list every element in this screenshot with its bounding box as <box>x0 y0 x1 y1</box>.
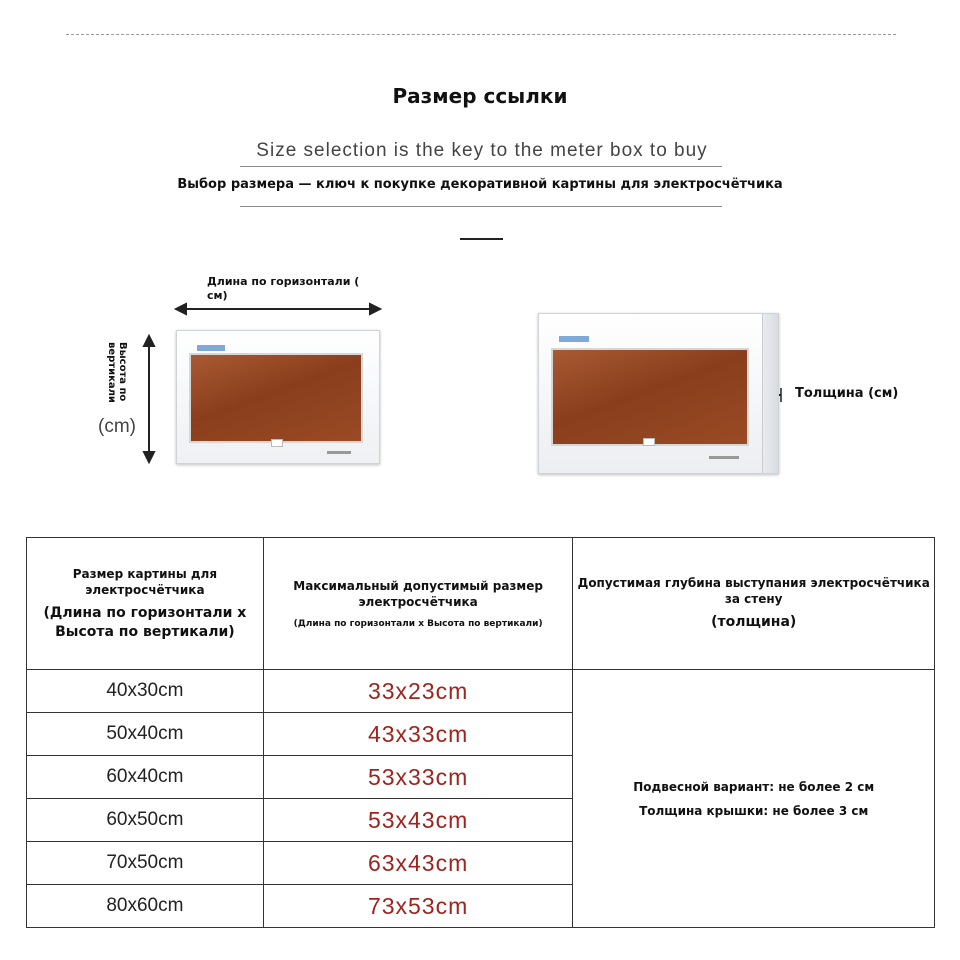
header-depth-sub: (толщина) <box>711 614 797 630</box>
box-latch <box>643 438 655 446</box>
header-picture-size <box>27 538 264 670</box>
max-size-cell: 53x43cm <box>263 799 573 842</box>
box-side-edge <box>762 314 778 473</box>
picture-size-cell: 70x50cm <box>27 842 264 885</box>
picture-size-cell: 80x60cm <box>27 885 264 928</box>
meter-box-front-image <box>176 330 380 464</box>
size-table <box>26 537 935 928</box>
header-depth <box>573 538 935 670</box>
horizontal-length-label: Длина по горизонтали ( см) <box>207 275 360 302</box>
box-tag <box>327 451 351 454</box>
table-row <box>27 670 935 713</box>
arrow-up-icon <box>144 336 154 346</box>
header-picture-size-title: Размер картины для электросчётчика <box>72 566 218 597</box>
box-latch <box>271 439 283 447</box>
max-size-cell: 43x33cm <box>263 713 573 756</box>
max-size-cell: 63x43cm <box>263 842 573 885</box>
header-max-size-sub: (Длина по горизонтали x Высота по вертикали) <box>293 618 543 629</box>
subtitle-divider-top <box>240 166 722 167</box>
depth-notes-cell <box>573 670 935 928</box>
page-title: Размер ссылки <box>392 84 568 108</box>
top-dashed-divider <box>66 34 896 35</box>
picture-size-cell: 50x40cm <box>27 713 264 756</box>
meter-box-angled-image <box>538 313 779 474</box>
vertical-height-label: Высота по вертикали <box>106 342 128 403</box>
subtitle-russian: Выбор размера — ключ к покупке декоративной картины для электросчётчика <box>177 177 783 192</box>
picture-size-cell: 60x50cm <box>27 799 264 842</box>
max-size-cell: 33x23cm <box>263 670 573 713</box>
header-picture-size-sub: (Длина по горизонтали x Высота по вертикали) <box>43 604 247 640</box>
table-header-row <box>27 538 935 670</box>
box-window <box>551 348 749 446</box>
header-depth-title: Допустимая глубина выступания электросчётчика за стену <box>577 576 930 606</box>
depth-note-hanging: Подвесной вариант: не более 2 см <box>633 779 875 794</box>
picture-size-cell: 60x40cm <box>27 756 264 799</box>
header-max-size-title: Максимальный допустимый размер электросчётчика <box>293 578 543 609</box>
picture-size-cell: 40x30cm <box>27 670 264 713</box>
subtitle-divider-bottom <box>240 206 722 207</box>
max-size-cell: 53x33cm <box>263 756 573 799</box>
arrow-left-icon <box>176 304 186 314</box>
box-window <box>189 353 363 443</box>
accent-bar <box>460 238 503 240</box>
subtitle-english: Size selection is the key to the meter box to buy <box>256 140 708 161</box>
brand-sticker <box>559 336 589 342</box>
depth-note-cover: Толщина крышки: не более 3 см <box>639 803 869 818</box>
header-max-size <box>263 538 573 670</box>
arrow-right-icon <box>370 304 380 314</box>
thickness-label: Толщина (см) <box>795 386 899 401</box>
cm-unit-label: (cm) <box>98 416 136 437</box>
max-size-cell: 73x53cm <box>263 885 573 928</box>
box-tag <box>709 456 739 459</box>
brand-sticker <box>197 345 225 351</box>
arrow-down-icon <box>144 452 154 462</box>
